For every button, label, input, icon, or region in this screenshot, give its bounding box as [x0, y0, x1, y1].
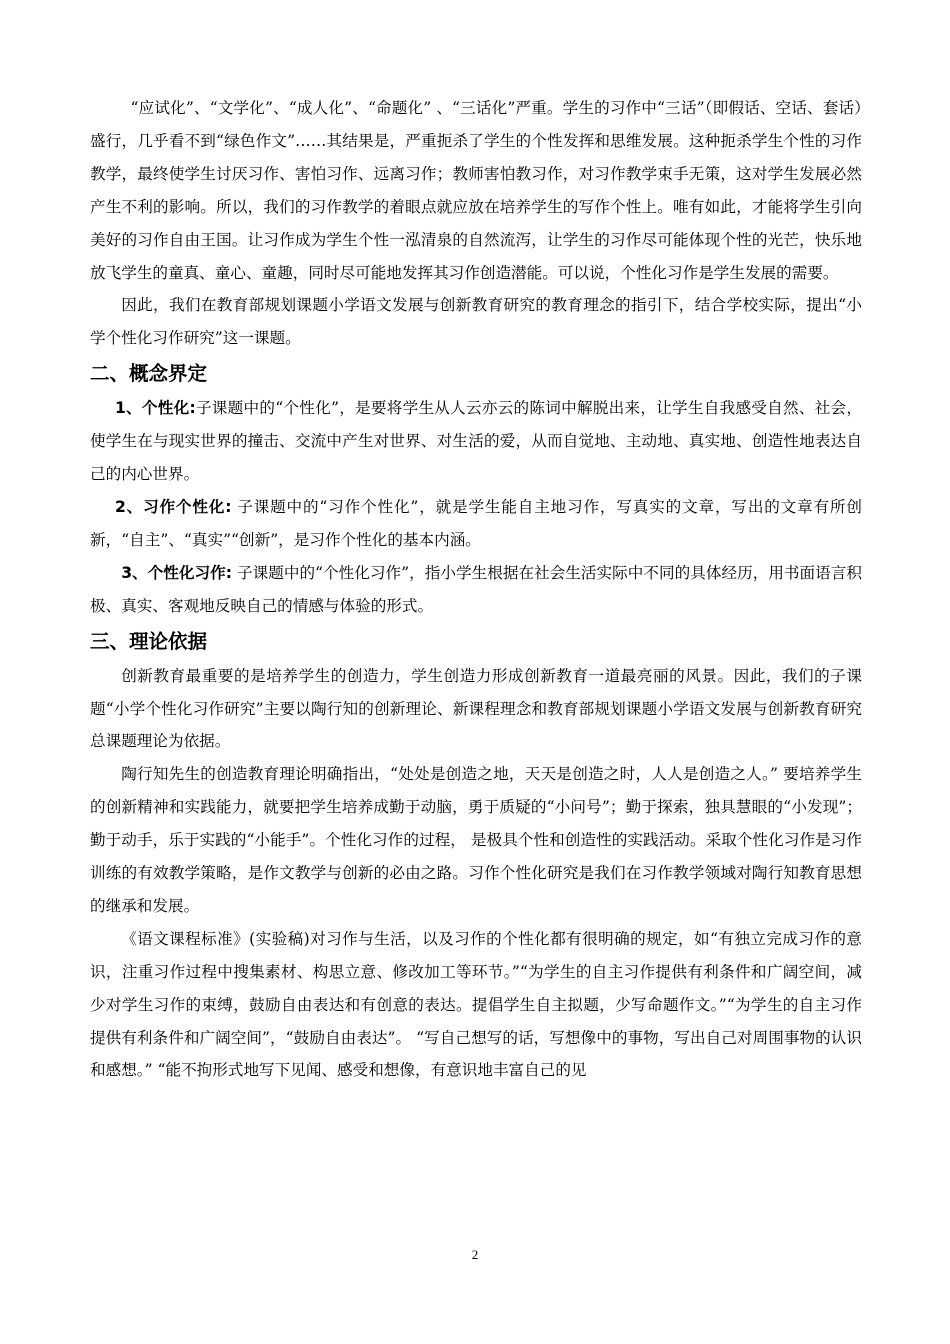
definition-lead: 3、个性化习作: [121, 563, 232, 582]
definition-item [90, 491, 862, 557]
definition-lead: 2、习作个性化: [114, 497, 232, 516]
definition-item [90, 557, 862, 623]
paragraph: 创新教育最重要的是培养学生的创造力，学生创造力形成创新教育一道最亮丽的风景。因此，我们的子课题“小学个性化习作研究”主要以陶行知的创新理论、新课程理念和教育部规划课题小学语文发展与创新教育研究总课题理论为依据。 [90, 666, 862, 751]
definition-text: 子课题中的“个性化”，是要将学生从人云亦云的陈词中解脱出来，让学生自我感受自然、社会，使学生在与现实世界的撞击、交流中产生对世界、对生活的爱，从而自觉地、主动地、真实地、创造性地表达自己的内心世界。 [90, 399, 862, 484]
definition-text: 子课题中的“习作个性化”，就是学生能自主地习作，写真实的文章，写出的文章有所创新，“自主”、“真实”“创新”，是习作个性化的基本内涵。 [90, 497, 862, 549]
definition-item [90, 392, 862, 491]
paragraph: 陶行知先生的创造教育理论明确指出，“处处是创造之地，天天是创造之时，人人是创造之人。” 要培养学生的创新精神和实践能力，就要把学生培养成勤于动脑，勇于质疑的“小问号”；勤于探索，独具慧眼的“小发现”；勤于动手，乐于实践的“小能手”。个性化习作的过程， 是极具个性和创造性的实践活动。采取个性化习作是习作训练的有效教学策略，是作文教学与创新的必由之路。习作个性化研究是我们在习作教学领域对陶行知教育思想的继承和发展。 [90, 765, 862, 915]
page-number: 2 [471, 1247, 479, 1262]
definition-lead: 1、个性化: [114, 399, 196, 418]
section-heading: 三、理论依据 [90, 629, 208, 653]
document-body [90, 92, 862, 1087]
definition-text: 子课题中的“个性化习作”，指小学生根据在社会生活实际中不同的具体经历，用书面语言积极、真实、客观地反映自己的情感与体验的形式。 [90, 563, 862, 615]
section-heading: 二、概念界定 [90, 362, 208, 386]
paragraph: “应试化”、“文学化”、“成人化”、“命题化” 、“三话化”严重。学生的习作中“三话”（即假话、空话、套话）盛行，几乎看不到“绿色作文”……其结果是，严重扼杀了学生的个性发挥和思维发展。这种扼杀学生个性的习作教学，最终使学生讨厌习作、害怕习作、远离习作；教师害怕教习作，对习作教学束手无策，这对学生发展必然产生不利的影响。所以，我们的习作教学的着眼点就应放在培养学生的写作个性上。唯有如此，才能将学生引向美好的习作自由王国。让习作成为学生个性一泓清泉的自然流泻，让学生的习作尽可能体现个性的光芒，快乐地放飞学生的童真、童心、童趣，同时尽可能地发挥其习作创造潜能。可以说，个性化习作是学生发展的需要。 [90, 99, 862, 282]
paragraph: 因此，我们在教育部规划课题小学语文发展与创新教育研究的教育理念的指引下，结合学校实际，提出“小学个性化习作研究”这一课题。 [90, 296, 862, 348]
paragraph: 《语文课程标准》(实验稿)对习作与生活，以及习作的个性化都有很明确的规定，如“有独立完成习作的意识，注重习作过程中搜集素材、构思立意、修改加工等环节。”“为学生的自主习作提供有利条件和广阔空间，减少对学生习作的束缚，鼓励自由表达和有创意的表达。提倡学生自主拟题，少写命题作文。”“为学生的自主习作提供有利条件和广阔空间”，“鼓励自由表达”。 “写自己想写的话，写想像中的事物，写出自己对周围事物的认识和感想。” “能不拘形式地写下见闻、感受和想像，有意识地丰富自己的见 [90, 929, 862, 1080]
